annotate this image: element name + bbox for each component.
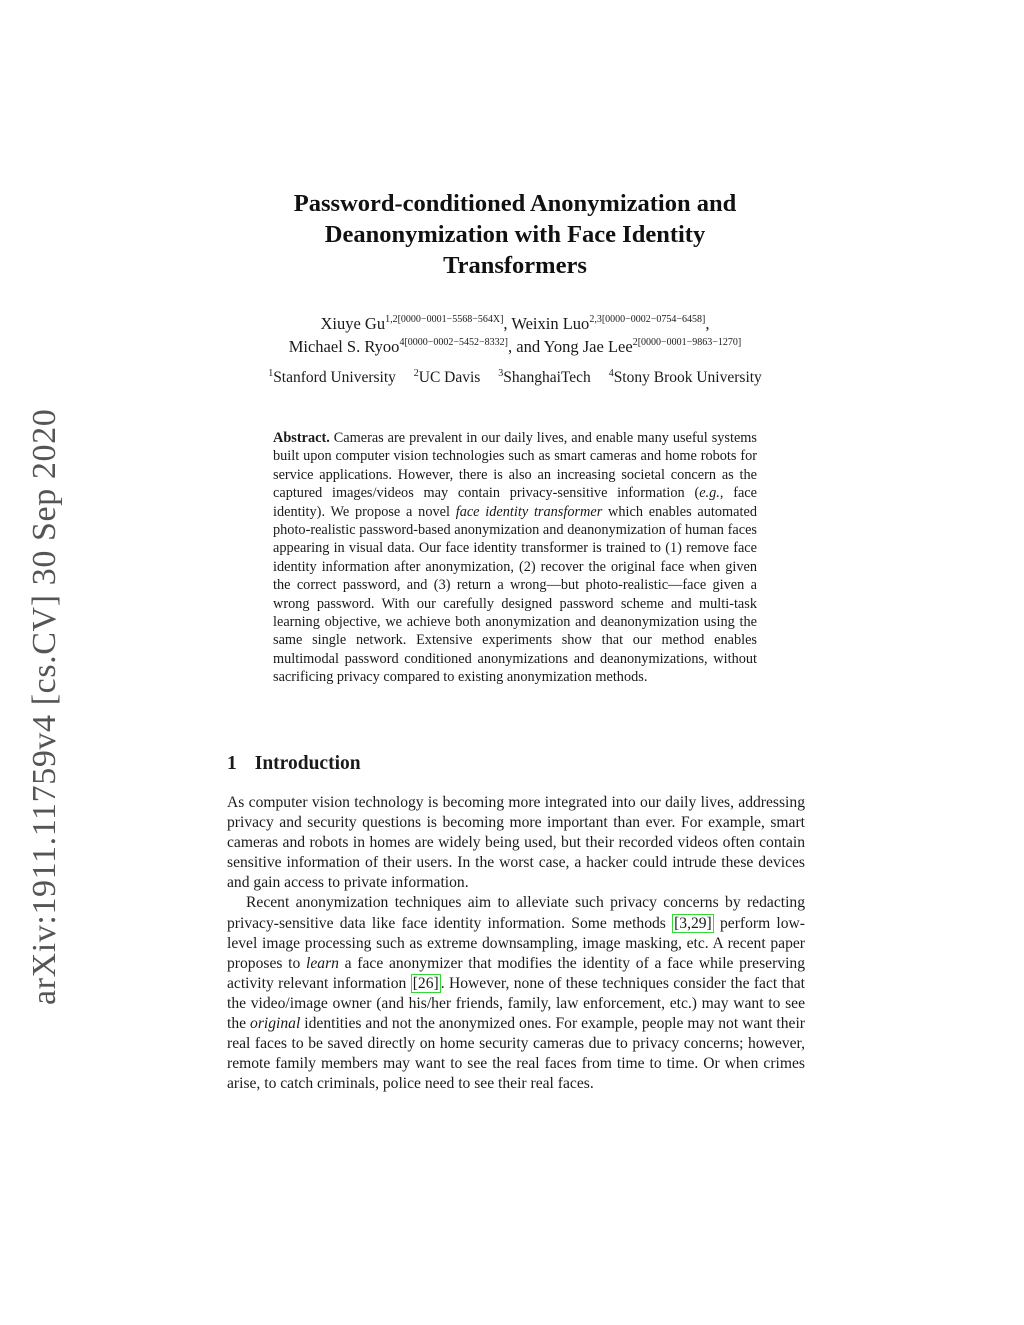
affiliation-name: UC Davis (418, 369, 481, 386)
abstract-label: Abstract. (273, 430, 330, 446)
author-name: Yong Jae Lee (543, 337, 633, 356)
title-line-1: Password-conditioned Anonymization and (293, 190, 737, 217)
author-list (180, 312, 850, 358)
section-heading (227, 753, 361, 775)
abstract (273, 429, 757, 687)
paragraph-text: Recent anonymization techniques aim to alleviate such privacy concerns by redacting privacy-sensitive data like face identity information. Some methods (227, 894, 805, 932)
author-name: Michael S. Ryoo (288, 337, 400, 356)
abstract-emphasis: face identity transformer (455, 503, 603, 520)
paragraph-emphasis: original (250, 1015, 301, 1033)
title-line-2: Deanonymization with Face Identity (324, 221, 706, 248)
affiliation-name: Stanford University (273, 369, 396, 386)
citation-link[interactable]: [3,29] (674, 914, 712, 932)
affiliation-marker: 4 (608, 368, 614, 379)
arxiv-identifier: arXiv:1911.11759v4 [cs.CV] 30 Sep 2020 (26, 408, 63, 1005)
abstract-text: Cameras are prevalent in our daily lives, and enable many useful systems built upon computer vision technologies such as smart cameras and home robots for service applications. However, there is also an increasing societal concern as the captured images/videos may contain privacy-sensitive information ( (273, 430, 757, 502)
citation-link[interactable]: [26] (412, 974, 439, 992)
affiliation (498, 369, 591, 386)
paragraph-text: . However, none of these techniques consider the fact that the video/image owner (and his/her friends, family, law enforcement, etc.) may want to see the (227, 974, 805, 1033)
author-separator: , (503, 314, 512, 333)
author-orcid: 2,3[0000−0002−0754−6458] (589, 314, 706, 325)
paper-title (225, 188, 805, 281)
affiliation (414, 369, 481, 386)
paragraph-text: identities and not the anonymized ones. For example, people may not want their real faces to be saved directly on home security cameras due to privacy concerns; however, remote family members may want to see the real faces from time to time. Or when crimes arise, to catch criminals, police need to see their real faces. (227, 1015, 805, 1093)
title-line-3: Transformers (443, 252, 587, 279)
abstract-text: , face identity). We propose a novel (273, 485, 757, 520)
author-name: Weixin Luo (511, 314, 590, 333)
affiliation-name: Stony Brook University (613, 369, 762, 386)
author-line-1 (180, 312, 850, 335)
paragraph: As computer vision technology is becoming more integrated into our daily lives, addressing privacy and security questions is becoming more important than ever. For example, smart cameras and robots in homes are widely being used, but their recorded videos often contain sensitive information of their users. In the worst case, a hacker could intrude these devices and gain access to private information. (227, 794, 805, 892)
author-separator: , and (508, 337, 544, 356)
paragraph-text: perform low-level image processing such as extreme downsampling, image masking, etc. A recent paper proposes to (227, 914, 806, 972)
section-number: 1 (227, 753, 237, 774)
affiliation-list (180, 369, 850, 387)
paragraph (227, 893, 805, 1094)
affiliation-marker: 2 (413, 368, 419, 379)
author-orcid: 4[0000−0002−5452−8332] (399, 337, 509, 348)
affiliation (268, 369, 396, 386)
author-name: Xiuye Gu (320, 314, 386, 333)
section-title: Introduction (254, 753, 361, 774)
abstract-emphasis: e.g. (699, 485, 720, 502)
affiliation (609, 369, 762, 386)
paragraph-emphasis: learn (306, 954, 339, 972)
author-orcid: 2[0000−0001−9863−1270] (632, 337, 742, 348)
affiliation-marker: 1 (268, 368, 274, 379)
author-orcid: 1,2[0000−0001−5568−564X] (385, 314, 504, 325)
abstract-text: which enables automated photo-realistic password-based anonymization and deanonymization of human faces appearing in visual data. Our face identity transformer is trained to (1) remove face identity information after anonymization, (2) recover the original face when given the correct password, and (3) return a wrong—but photo-realistic—face given a wrong password. With our carefully designed password scheme and multi-task learning objective, we achieve both anonymization and deanonymization using the same single network. Extensive experiments show that our method enables multimodal password conditioned anonymizations and deanonymizations, without sacrificing privacy compared to existing anonymization methods. (273, 503, 757, 686)
affiliation-marker: 3 (498, 368, 504, 379)
paragraph-text: a face anonymizer that modifies the identity of a face while preserving activity relevant information (227, 954, 805, 992)
author-separator: , (705, 314, 710, 333)
intro-body (227, 793, 805, 1094)
author-line-2 (180, 335, 850, 358)
affiliation-name: ShanghaiTech (503, 369, 591, 386)
